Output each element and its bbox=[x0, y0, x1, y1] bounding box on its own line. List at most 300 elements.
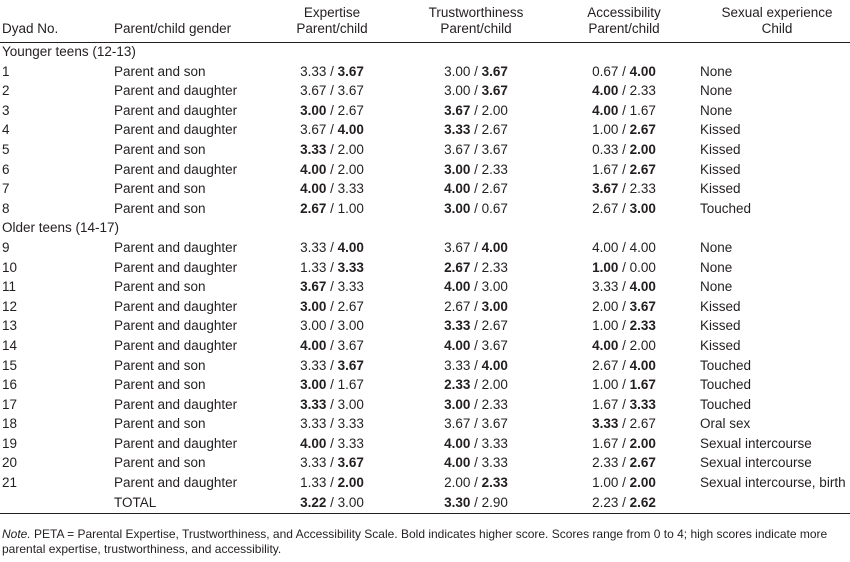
access-cell bbox=[548, 375, 700, 395]
header-trust bbox=[404, 0, 548, 40]
expertise-cell bbox=[260, 336, 404, 356]
expertise-cell bbox=[260, 297, 404, 317]
expertise-cell-parent: 3.33 bbox=[300, 63, 327, 79]
access-cell-separator: / bbox=[618, 318, 630, 334]
trust-cell-parent: 3.33 bbox=[444, 357, 471, 373]
total-expertise-child: 3.00 bbox=[337, 494, 364, 510]
dyad-number: 4 bbox=[2, 122, 10, 138]
trust-cell-child: 3.00 bbox=[481, 298, 508, 314]
total-expertise bbox=[260, 493, 404, 513]
expertise-cell-parent: 3.33 bbox=[300, 357, 327, 373]
trust-cell bbox=[404, 140, 548, 160]
dyad-number: 8 bbox=[2, 200, 10, 216]
trust-cell-parent: 2.67 bbox=[444, 259, 471, 275]
trust-cell bbox=[404, 101, 548, 121]
expertise-cell-separator: / bbox=[326, 416, 338, 432]
header-trust-line2: Parent/child bbox=[440, 21, 512, 36]
expertise-cell bbox=[260, 356, 404, 376]
trust-cell-parent: 3.67 bbox=[444, 416, 471, 432]
gender-cell: Parent and daughter bbox=[114, 102, 238, 118]
trust-cell-child: 4.00 bbox=[481, 357, 508, 373]
expertise-cell-parent: 4.00 bbox=[300, 435, 327, 451]
total-trust-child: 2.90 bbox=[481, 494, 508, 510]
note-label: Note. bbox=[2, 527, 31, 541]
gender-cell: Parent and daughter bbox=[114, 337, 238, 353]
table-row bbox=[0, 277, 850, 297]
table-row bbox=[0, 140, 850, 160]
expertise-cell-child: 3.33 bbox=[337, 416, 364, 432]
table-row bbox=[0, 160, 850, 180]
access-cell-parent: 3.67 bbox=[592, 181, 619, 197]
table-row bbox=[0, 238, 850, 258]
access-cell-parent: 1.67 bbox=[592, 435, 619, 451]
gender-cell: Parent and son bbox=[114, 377, 206, 393]
table-row bbox=[0, 120, 850, 140]
sexual-cell: Kissed bbox=[700, 181, 741, 197]
expertise-cell bbox=[260, 81, 404, 101]
gender-cell: Parent and son bbox=[114, 200, 206, 216]
header-expertise-line1: Expertise bbox=[303, 5, 361, 20]
access-cell-separator: / bbox=[618, 298, 630, 314]
expertise-cell-parent: 3.00 bbox=[300, 318, 327, 334]
trust-cell-parent: 3.67 bbox=[444, 102, 471, 118]
sexual-cell: Kissed bbox=[700, 141, 741, 157]
trust-cell-separator: / bbox=[470, 318, 482, 334]
gender-cell: Parent and son bbox=[114, 416, 206, 432]
access-cell-separator: / bbox=[618, 416, 630, 432]
access-cell-separator: / bbox=[618, 475, 630, 491]
access-cell bbox=[548, 62, 700, 82]
access-cell-parent: 2.00 bbox=[592, 298, 619, 314]
header-dyad: Dyad No. bbox=[2, 21, 59, 36]
expertise-cell-parent: 3.00 bbox=[300, 102, 327, 118]
expertise-cell-separator: / bbox=[326, 337, 338, 353]
dyad-number: 14 bbox=[2, 337, 18, 353]
expertise-cell-separator: / bbox=[326, 161, 338, 177]
trust-cell-separator: / bbox=[470, 239, 482, 255]
dyad-number: 21 bbox=[2, 475, 18, 491]
access-cell-parent: 1.67 bbox=[592, 396, 619, 412]
access-cell-separator: / bbox=[618, 455, 630, 471]
trust-cell-parent: 2.67 bbox=[444, 298, 471, 314]
access-cell-parent: 2.33 bbox=[592, 455, 619, 471]
dyad-number: 3 bbox=[2, 102, 10, 118]
table-row bbox=[0, 356, 850, 376]
access-cell-child: 2.00 bbox=[629, 337, 656, 353]
expertise-cell-child: 3.33 bbox=[337, 435, 364, 451]
header-access-line2: Parent/child bbox=[588, 21, 660, 36]
access-cell-separator: / bbox=[618, 63, 630, 79]
trust-cell-separator: / bbox=[470, 377, 482, 393]
access-cell-separator: / bbox=[618, 141, 630, 157]
header-sexual-line2: Child bbox=[761, 21, 793, 36]
access-cell-child: 3.00 bbox=[629, 200, 656, 216]
trust-cell bbox=[404, 375, 548, 395]
dyad-number: 15 bbox=[2, 357, 18, 373]
expertise-cell bbox=[260, 395, 404, 415]
header-rule bbox=[0, 42, 850, 43]
expertise-cell-child: 1.67 bbox=[337, 377, 364, 393]
access-cell-child: 2.67 bbox=[629, 455, 656, 471]
expertise-cell-parent: 2.67 bbox=[300, 200, 327, 216]
expertise-cell-parent: 4.00 bbox=[300, 337, 327, 353]
trust-cell bbox=[404, 258, 548, 278]
access-cell-separator: / bbox=[618, 200, 630, 216]
gender-cell: Parent and son bbox=[114, 63, 206, 79]
trust-cell-separator: / bbox=[470, 141, 482, 157]
dyad-number: 9 bbox=[2, 239, 10, 255]
total-empty bbox=[0, 493, 114, 513]
access-cell-child: 2.33 bbox=[629, 83, 656, 99]
gender-cell: Parent and son bbox=[114, 455, 206, 471]
sexual-cell: None bbox=[700, 239, 733, 255]
expertise-cell-parent: 3.33 bbox=[300, 141, 327, 157]
header-trust-line1: Trustworthiness bbox=[428, 5, 524, 20]
table-row bbox=[0, 453, 850, 473]
gender-cell: Parent and son bbox=[114, 279, 206, 295]
access-cell-child: 2.67 bbox=[629, 122, 656, 138]
trust-cell-parent: 3.00 bbox=[444, 83, 471, 99]
trust-cell-child: 2.33 bbox=[481, 475, 508, 491]
trust-cell-child: 4.00 bbox=[481, 239, 508, 255]
trust-cell-separator: / bbox=[470, 63, 482, 79]
sexual-cell: Touched bbox=[700, 377, 752, 393]
access-cell-separator: / bbox=[618, 83, 630, 99]
table-row bbox=[0, 101, 850, 121]
access-cell-parent: 1.00 bbox=[592, 259, 619, 275]
trust-cell-separator: / bbox=[470, 298, 482, 314]
access-cell-child: 4.00 bbox=[629, 63, 656, 79]
dyad-number: 16 bbox=[2, 377, 18, 393]
access-cell bbox=[548, 453, 700, 473]
gender-cell: Parent and son bbox=[114, 181, 206, 197]
expertise-cell-parent: 3.33 bbox=[300, 239, 327, 255]
dyad-number: 19 bbox=[2, 435, 18, 451]
trust-cell-child: 2.67 bbox=[481, 318, 508, 334]
expertise-cell-separator: / bbox=[326, 455, 338, 471]
trust-cell-child: 3.33 bbox=[481, 435, 508, 451]
trust-cell-parent: 4.00 bbox=[444, 181, 471, 197]
bottom-rule bbox=[0, 513, 850, 514]
access-cell bbox=[548, 336, 700, 356]
table-row bbox=[0, 297, 850, 317]
trust-cell-parent: 3.00 bbox=[444, 396, 471, 412]
expertise-cell bbox=[260, 101, 404, 121]
gender-cell: Parent and daughter bbox=[114, 83, 238, 99]
expertise-cell-parent: 3.33 bbox=[300, 455, 327, 471]
trust-cell-separator: / bbox=[470, 357, 482, 373]
access-cell-separator: / bbox=[618, 396, 630, 412]
access-cell-separator: / bbox=[618, 337, 630, 353]
access-cell bbox=[548, 120, 700, 140]
trust-cell-separator: / bbox=[470, 396, 482, 412]
access-cell-child: 4.00 bbox=[629, 239, 656, 255]
trust-cell-child: 3.00 bbox=[481, 279, 508, 295]
expertise-cell bbox=[260, 62, 404, 82]
trust-cell-separator: / bbox=[470, 200, 482, 216]
trust-cell-child: 3.67 bbox=[481, 83, 508, 99]
access-cell bbox=[548, 81, 700, 101]
access-cell-parent: 0.33 bbox=[592, 141, 619, 157]
trust-cell-child: 2.33 bbox=[481, 396, 508, 412]
sexual-cell: Touched bbox=[700, 357, 752, 373]
trust-cell-separator: / bbox=[470, 279, 482, 295]
expertise-cell bbox=[260, 258, 404, 278]
expertise-cell-child: 2.67 bbox=[337, 102, 364, 118]
trust-cell-parent: 3.00 bbox=[444, 200, 471, 216]
expertise-cell bbox=[260, 199, 404, 219]
total-sexual-empty bbox=[700, 493, 850, 513]
dyad-number: 17 bbox=[2, 396, 18, 412]
trust-cell bbox=[404, 434, 548, 454]
trust-cell-separator: / bbox=[470, 259, 482, 275]
trust-cell-parent: 3.67 bbox=[444, 141, 471, 157]
sexual-cell: Touched bbox=[700, 396, 752, 412]
access-cell-parent: 1.00 bbox=[592, 122, 619, 138]
access-cell-child: 4.00 bbox=[629, 279, 656, 295]
dyad-number: 18 bbox=[2, 416, 18, 432]
expertise-cell-separator: / bbox=[326, 122, 338, 138]
dyad-number: 5 bbox=[2, 141, 10, 157]
expertise-cell-child: 1.00 bbox=[337, 200, 364, 216]
access-cell-parent: 2.67 bbox=[592, 200, 619, 216]
total-access-child: 2.62 bbox=[629, 494, 656, 510]
access-cell-child: 1.67 bbox=[629, 377, 656, 393]
access-cell-parent: 3.33 bbox=[592, 416, 619, 432]
expertise-cell-separator: / bbox=[326, 357, 338, 373]
trust-cell-separator: / bbox=[470, 181, 482, 197]
access-cell-separator: / bbox=[618, 122, 630, 138]
trust-cell bbox=[404, 395, 548, 415]
trust-cell-parent: 4.00 bbox=[444, 435, 471, 451]
expertise-cell-child: 3.33 bbox=[337, 181, 364, 197]
expertise-cell-separator: / bbox=[326, 83, 338, 99]
expertise-cell-separator: / bbox=[326, 239, 338, 255]
expertise-cell-separator: / bbox=[326, 279, 338, 295]
trust-cell-parent: 3.00 bbox=[444, 63, 471, 79]
trust-cell bbox=[404, 316, 548, 336]
access-cell bbox=[548, 140, 700, 160]
expertise-cell-child: 3.33 bbox=[337, 279, 364, 295]
sexual-cell: Sexual intercourse, birth bbox=[700, 475, 846, 491]
total-row bbox=[0, 493, 850, 513]
trust-cell bbox=[404, 297, 548, 317]
expertise-cell bbox=[260, 473, 404, 493]
header-gender: Parent/child gender bbox=[114, 21, 232, 36]
expertise-cell-child: 3.00 bbox=[337, 318, 364, 334]
expertise-cell-child: 2.00 bbox=[337, 161, 364, 177]
trust-cell-child: 3.67 bbox=[481, 141, 508, 157]
expertise-cell-separator: / bbox=[326, 102, 338, 118]
expertise-cell-separator: / bbox=[326, 181, 338, 197]
expertise-cell-separator: / bbox=[326, 377, 338, 393]
access-cell-child: 2.67 bbox=[629, 416, 656, 432]
access-cell bbox=[548, 101, 700, 121]
access-cell bbox=[548, 473, 700, 493]
header-access-line1: Accessibility bbox=[587, 5, 661, 20]
trust-cell-child: 2.67 bbox=[481, 122, 508, 138]
expertise-cell-child: 4.00 bbox=[337, 239, 364, 255]
expertise-cell-parent: 3.00 bbox=[300, 377, 327, 393]
access-cell-child: 1.67 bbox=[629, 102, 656, 118]
sexual-cell: Sexual intercourse bbox=[700, 455, 812, 471]
trust-cell-parent: 3.00 bbox=[444, 161, 471, 177]
trust-cell-child: 3.67 bbox=[481, 416, 508, 432]
access-cell-parent: 1.00 bbox=[592, 475, 619, 491]
access-cell-child: 2.00 bbox=[629, 475, 656, 491]
table-note bbox=[2, 527, 848, 557]
expertise-cell bbox=[260, 414, 404, 434]
expertise-cell bbox=[260, 238, 404, 258]
access-cell-child: 3.33 bbox=[629, 396, 656, 412]
trust-cell bbox=[404, 179, 548, 199]
trust-cell-child: 0.67 bbox=[481, 200, 508, 216]
trust-cell-child: 2.00 bbox=[481, 377, 508, 393]
access-cell-parent: 0.67 bbox=[592, 63, 619, 79]
trust-cell-separator: / bbox=[470, 161, 482, 177]
section-row bbox=[0, 218, 850, 238]
expertise-cell-child: 3.67 bbox=[337, 357, 364, 373]
expertise-cell bbox=[260, 277, 404, 297]
trust-cell-separator: / bbox=[470, 337, 482, 353]
sexual-cell: None bbox=[700, 279, 733, 295]
gender-cell: Parent and son bbox=[114, 141, 206, 157]
gender-cell: Parent and daughter bbox=[114, 475, 238, 491]
gender-cell: Parent and son bbox=[114, 357, 206, 373]
trust-cell-child: 2.00 bbox=[481, 102, 508, 118]
sexual-cell: Kissed bbox=[700, 298, 741, 314]
expertise-cell-parent: 1.33 bbox=[300, 475, 327, 491]
table-row bbox=[0, 199, 850, 219]
trust-cell-separator: / bbox=[470, 455, 482, 471]
expertise-cell-separator: / bbox=[326, 318, 338, 334]
dyad-number: 7 bbox=[2, 181, 10, 197]
expertise-cell-child: 4.00 bbox=[337, 122, 364, 138]
expertise-cell-parent: 4.00 bbox=[300, 161, 327, 177]
access-cell-parent: 4.00 bbox=[592, 337, 619, 353]
trust-cell-child: 2.33 bbox=[481, 161, 508, 177]
expertise-cell bbox=[260, 120, 404, 140]
trust-cell-parent: 3.33 bbox=[444, 122, 471, 138]
expertise-cell-child: 3.00 bbox=[337, 396, 364, 412]
sexual-cell: None bbox=[700, 259, 733, 275]
gender-cell: Parent and daughter bbox=[114, 435, 238, 451]
trust-cell bbox=[404, 336, 548, 356]
dyad-number: 11 bbox=[2, 279, 17, 295]
expertise-cell-separator: / bbox=[326, 475, 338, 491]
header-expertise-line2: Parent/child bbox=[296, 21, 368, 36]
access-cell-separator: / bbox=[618, 279, 630, 295]
access-cell-parent: 4.00 bbox=[592, 102, 619, 118]
access-cell-child: 2.00 bbox=[629, 141, 656, 157]
trust-cell-separator: / bbox=[470, 416, 482, 432]
trust-cell-child: 3.67 bbox=[481, 337, 508, 353]
expertise-cell-parent: 1.33 bbox=[300, 259, 327, 275]
sexual-cell: Sexual intercourse bbox=[700, 435, 812, 451]
gender-cell: Parent and daughter bbox=[114, 298, 238, 314]
table-row bbox=[0, 375, 850, 395]
access-cell-child: 0.00 bbox=[629, 259, 656, 275]
trust-cell-child: 2.33 bbox=[481, 259, 508, 275]
sexual-cell: Kissed bbox=[700, 122, 741, 138]
trust-cell-parent: 4.00 bbox=[444, 337, 471, 353]
expertise-cell bbox=[260, 453, 404, 473]
trust-cell bbox=[404, 453, 548, 473]
expertise-cell-child: 2.67 bbox=[337, 298, 364, 314]
access-cell-parent: 3.33 bbox=[592, 279, 619, 295]
table-row bbox=[0, 81, 850, 101]
access-cell bbox=[548, 356, 700, 376]
trust-cell-parent: 4.00 bbox=[444, 279, 471, 295]
section-row bbox=[0, 42, 850, 62]
sexual-cell: Kissed bbox=[700, 337, 741, 353]
trust-cell bbox=[404, 160, 548, 180]
trust-cell-parent: 3.33 bbox=[444, 318, 471, 334]
expertise-cell-child: 3.67 bbox=[337, 455, 364, 471]
trust-cell-parent: 2.00 bbox=[444, 475, 471, 491]
expertise-cell-parent: 3.33 bbox=[300, 416, 327, 432]
trust-cell-separator: / bbox=[470, 83, 482, 99]
access-cell bbox=[548, 297, 700, 317]
expertise-cell-parent: 3.67 bbox=[300, 83, 327, 99]
table-row bbox=[0, 258, 850, 278]
access-cell bbox=[548, 238, 700, 258]
expertise-cell-child: 3.67 bbox=[337, 63, 364, 79]
access-cell-child: 2.00 bbox=[629, 435, 656, 451]
access-cell-parent: 4.00 bbox=[592, 239, 619, 255]
expertise-cell bbox=[260, 179, 404, 199]
gender-cell: Parent and daughter bbox=[114, 259, 238, 275]
expertise-cell-parent: 3.00 bbox=[300, 298, 327, 314]
expertise-cell-child: 3.67 bbox=[337, 83, 364, 99]
access-cell-separator: / bbox=[618, 102, 630, 118]
gender-cell: Parent and daughter bbox=[114, 318, 238, 334]
expertise-cell bbox=[260, 375, 404, 395]
trust-cell bbox=[404, 356, 548, 376]
trust-cell bbox=[404, 414, 548, 434]
table-row bbox=[0, 62, 850, 82]
expertise-cell-child: 2.00 bbox=[337, 141, 364, 157]
trust-cell-separator: / bbox=[470, 122, 482, 138]
total-access bbox=[548, 493, 700, 513]
table-row bbox=[0, 434, 850, 454]
header-row bbox=[0, 0, 850, 40]
expertise-cell-separator: / bbox=[326, 63, 338, 79]
expertise-cell-separator: / bbox=[326, 141, 338, 157]
total-trust-separator: / bbox=[470, 494, 482, 510]
access-cell-child: 3.67 bbox=[629, 298, 656, 314]
expertise-cell bbox=[260, 140, 404, 160]
total-expertise-separator: / bbox=[326, 494, 338, 510]
sexual-cell: None bbox=[700, 63, 733, 79]
gender-cell: Parent and daughter bbox=[114, 239, 238, 255]
trust-cell bbox=[404, 81, 548, 101]
access-cell-child: 2.33 bbox=[629, 318, 656, 334]
trust-cell bbox=[404, 62, 548, 82]
access-cell-separator: / bbox=[618, 377, 630, 393]
trust-cell bbox=[404, 238, 548, 258]
trust-cell bbox=[404, 120, 548, 140]
total-label: TOTAL bbox=[114, 494, 157, 510]
expertise-cell-parent: 3.67 bbox=[300, 122, 327, 138]
header-access bbox=[548, 0, 700, 40]
access-cell-separator: / bbox=[618, 161, 630, 177]
dyad-number: 2 bbox=[2, 83, 10, 99]
trust-cell-parent: 3.67 bbox=[444, 239, 471, 255]
access-cell bbox=[548, 316, 700, 336]
total-trust bbox=[404, 493, 548, 513]
gender-cell: Parent and daughter bbox=[114, 122, 238, 138]
